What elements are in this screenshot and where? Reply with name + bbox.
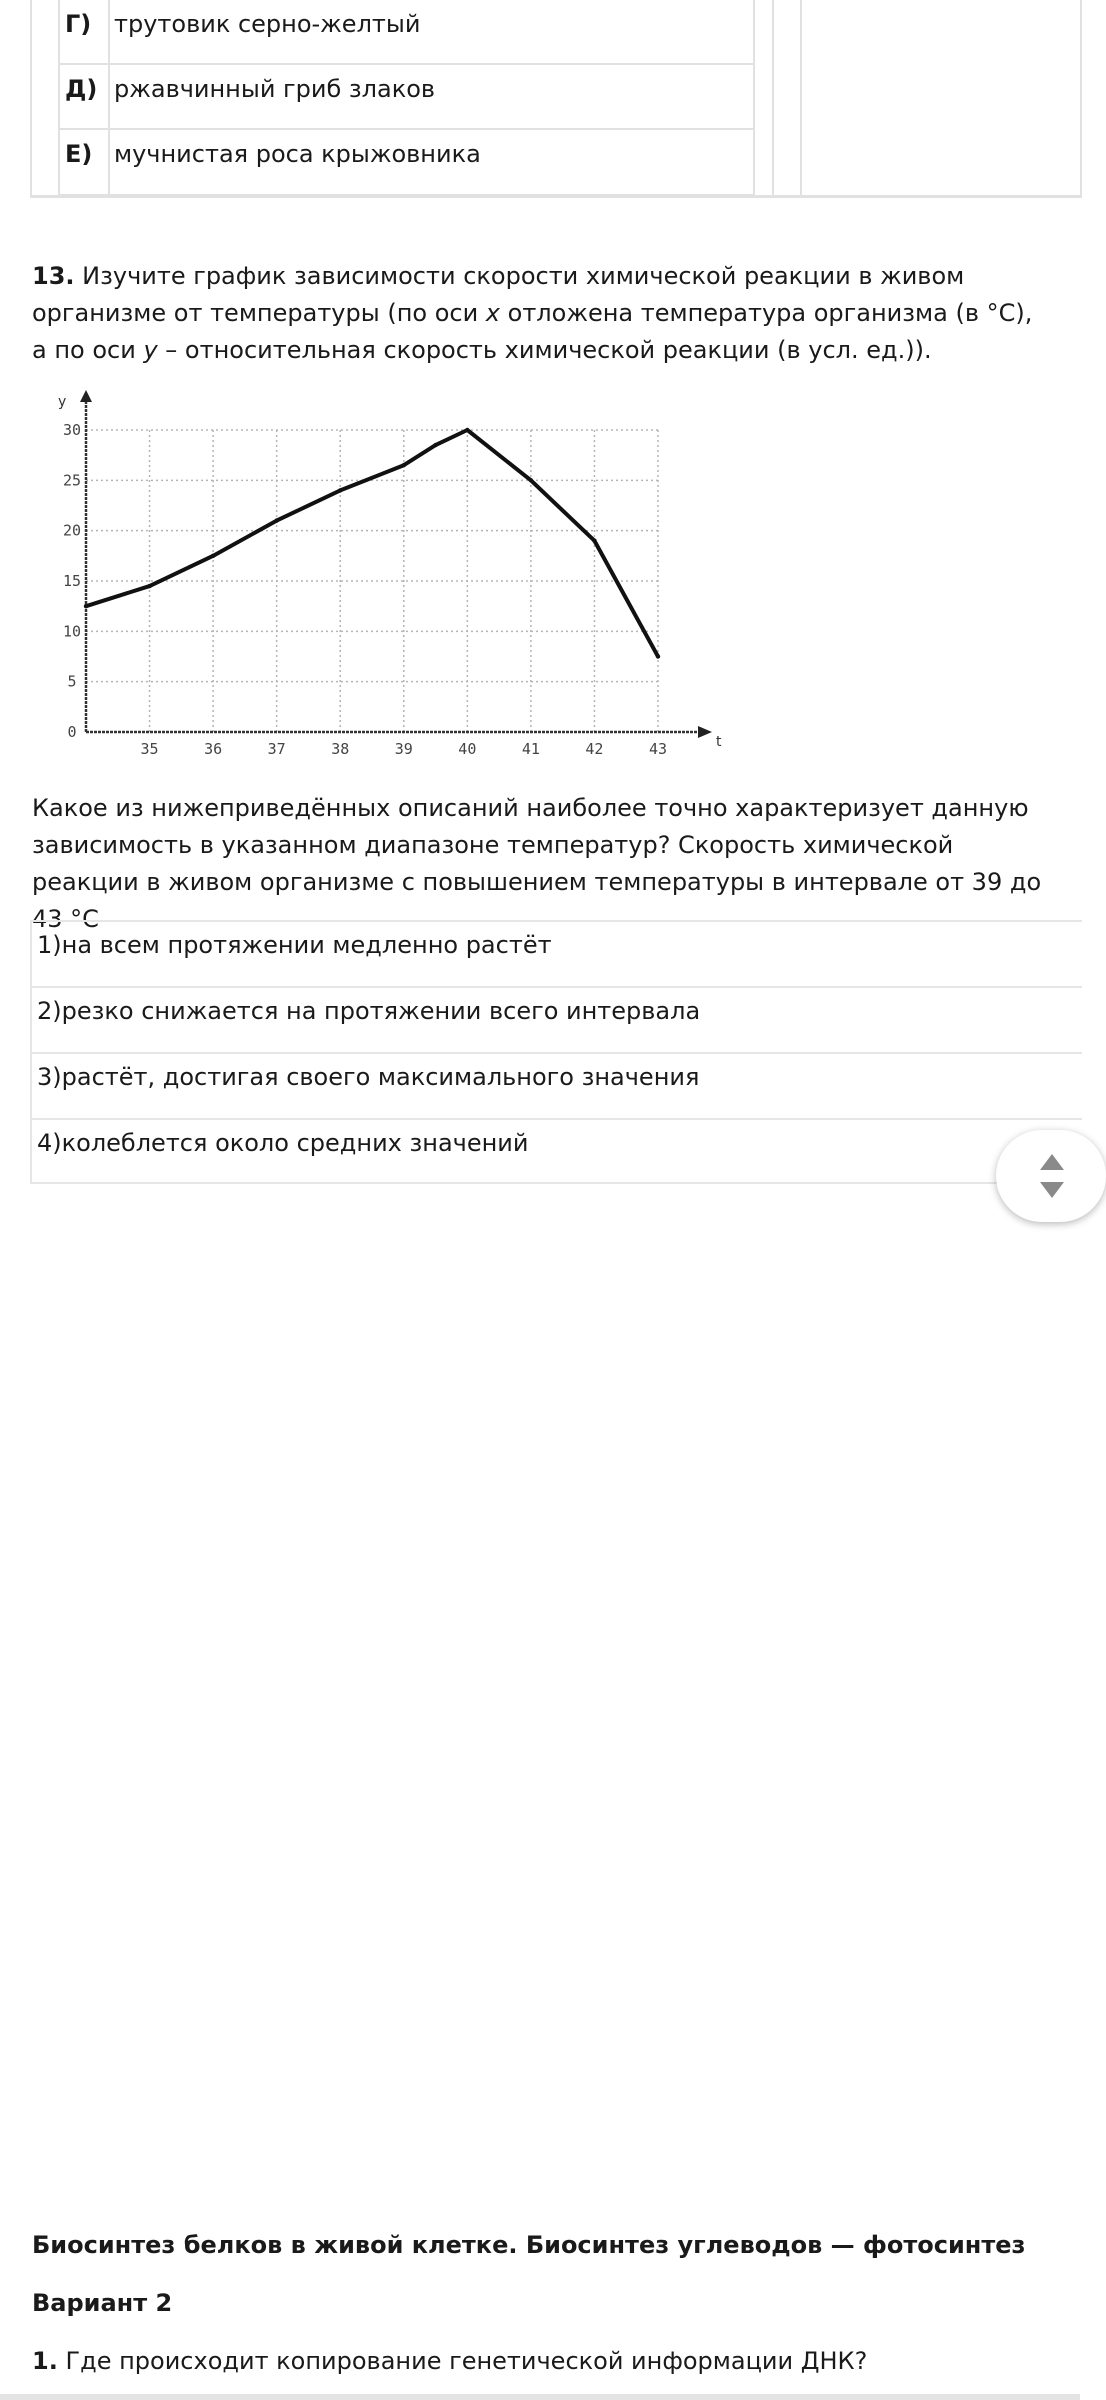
question-text: Где происходит копирование генетической информации ДНК? [57,2347,868,2375]
question-number: 1. [32,2347,58,2375]
y-tick-label: 5 [67,672,77,691]
row-text: ржавчинный гриб злаков [114,75,436,103]
y-axis-arrow [80,390,92,402]
data-point [402,463,406,467]
data-point [656,654,660,658]
row-letter: Д) [65,75,98,103]
x-tick-label: 35 [140,740,159,758]
y-tick-label: 30 [62,421,82,439]
table-row [58,130,755,195]
y-tick-label: 10 [62,622,82,641]
y-tick-label: 25 [62,471,82,490]
question-13-text [32,258,1052,369]
scroll-updown-icon [996,1130,1106,1222]
question-text-part: отложена температура организма (в °С), а по оси [32,299,1033,364]
x-tick-label: 41 [521,740,540,758]
data-point [433,443,437,447]
answer-option-1[interactable]: 1)на всем протяжении медленно растёт [32,922,1082,988]
y-variable: y [143,336,158,364]
x-tick-label: 43 [648,740,668,758]
x-axis-label: t [716,734,722,750]
row-letter: Г) [65,10,92,38]
x-tick-label: 42 [585,740,604,758]
section-title: Биосинтез белков в живой клетке. Биосинтез углеводов — фотосинтез [32,2231,1026,2259]
y-tick-label: 0 [67,723,77,741]
answer-option-4[interactable]: 4)колеблется около средних значений [37,1129,529,1157]
x-tick-label: 40 [458,740,477,758]
table-row [58,65,755,130]
table-row [58,0,755,65]
data-point [529,478,533,482]
row-letter: Е) [65,140,93,168]
data-series-line [86,430,658,657]
x-tick-label: 36 [204,740,223,758]
temperature-rate-chart [30,390,720,760]
question-text-part: – относительная скорость химической реакции (в усл. ед.)). [157,336,932,364]
answer-options [30,920,1082,1184]
variant-heading: Вариант 2 [32,2289,173,2317]
question-number: 13. [32,262,75,290]
chart-svg [30,390,720,760]
row-text: трутовик серно-желтый [114,10,421,38]
y-tick-label: 15 [62,572,82,590]
x-variable: x [485,299,500,327]
table-column-divider [772,0,774,196]
y-tick-label: 20 [62,521,82,540]
answer-option-2[interactable]: 2)резко снижается на протяжении всего интервала [32,988,1082,1054]
data-point [274,518,278,522]
y-axis-label: у [58,394,67,410]
data-point [338,488,342,492]
scroll-button[interactable] [996,1130,1106,1222]
answer-option-3[interactable]: 3)растёт, достигая своего максимального значения [32,1054,1082,1120]
x-tick-label: 38 [331,740,350,758]
bottom-divider [0,2394,1080,2400]
question-description: Какое из нижеприведённых описаний наиболее точно характеризует данную зависимость в указанном диапазоне температур? Скорость химической реакции в живом организме с повышением температуры в интервале от 39 до 43 °С [32,794,1042,933]
data-point [465,428,469,432]
x-tick-label: 37 [267,740,286,758]
table-column-divider [800,0,802,196]
data-point [147,584,151,588]
data-point [211,554,215,558]
data-point [592,539,596,543]
question-text-part: Изучите график зависимости скорости химической реакции в живом организме от температуры (по оси [32,262,965,327]
row-text: мучнистая роса крыжовника [114,140,481,168]
next-question [32,2344,867,2378]
x-axis-arrow [698,726,712,738]
x-tick-label: 39 [394,740,413,758]
data-point [84,604,88,608]
